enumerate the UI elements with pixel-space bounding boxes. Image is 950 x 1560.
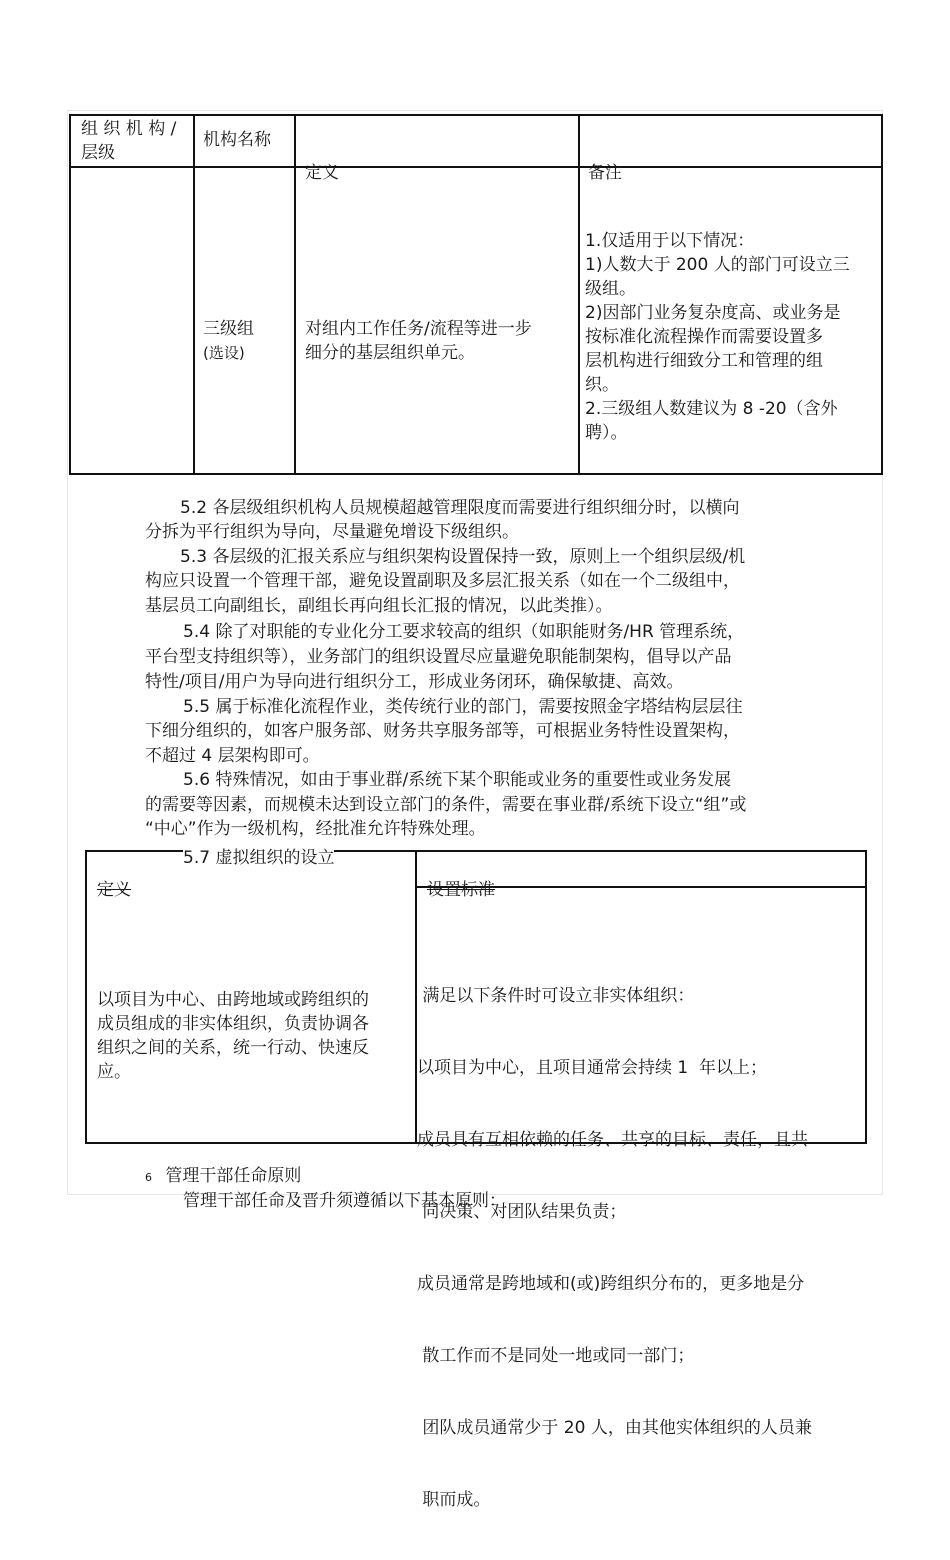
paragraph-5-2-line1: 5.2 各层级组织机构人员规模超越管理限度而需要进行组织细分时，以横向 bbox=[180, 498, 740, 518]
section-6-heading bbox=[145, 1164, 301, 1190]
header-definition: 定义 bbox=[97, 880, 131, 900]
paragraph-5-2-line2: 分拆为平行组织为导向，尽量避免增设下级组织。 bbox=[145, 522, 519, 542]
header-org-name: 机构名称 bbox=[203, 130, 271, 150]
remark-line: 2.三级组人数建议为 8 -20（含外 bbox=[585, 399, 838, 419]
section-6-intro: 管理干部任命及晋升须遵循以下基本原则： bbox=[183, 1191, 506, 1211]
section-5-7-title: 5.7 虚拟组织的设立 bbox=[183, 848, 335, 868]
virtual-org-definition bbox=[97, 988, 415, 1084]
remark-line: 1)人数大于 200 人的部门可设立三 bbox=[585, 255, 850, 275]
header-standard: 设置标准 bbox=[427, 880, 495, 900]
virtual-org-standard bbox=[417, 936, 867, 1560]
paragraph-5-3-line1: 5.3 各层级的汇报关系应与组织架构设置保持一致，原则上一个组织层级/机 bbox=[180, 547, 746, 567]
header-org-level-line1: 组 织 机 构 / bbox=[81, 119, 177, 139]
header-remarks: 备注 bbox=[588, 163, 622, 183]
remark-line: 1.仅适用于以下情况： bbox=[585, 231, 755, 251]
header-definition: 定义 bbox=[305, 163, 339, 183]
org-level-table bbox=[69, 114, 883, 475]
remark-line: 按标准化流程操作而需要设置多 bbox=[585, 327, 823, 347]
paragraph-5-6-line1: 5.6 特殊情况，如由于事业群/系统下某个职能或业务的重要性或业务发展 bbox=[183, 770, 732, 790]
standard-line: 以项目为中心，且项目通常会持续 1 年以上； bbox=[417, 1058, 768, 1078]
row-definition bbox=[305, 317, 532, 365]
standard-line: 职而成。 bbox=[417, 1490, 491, 1510]
paragraph-5-5-line3: 不超过 4 层架构即可。 bbox=[145, 746, 320, 766]
table-divider bbox=[193, 116, 195, 473]
paragraph-5-6-line2: 的需要等因素，而规模未达到设立部门的条件，需要在事业群/系统下设立“组”或 bbox=[145, 795, 747, 815]
row-org-name-note: (选设) bbox=[203, 344, 245, 362]
standard-line: 成员通常是跨地域和(或)跨组织分布的，更多地是分 bbox=[417, 1274, 805, 1294]
remark-line: 聘）。 bbox=[585, 423, 628, 443]
header-org-level-line2: 层级 bbox=[81, 143, 115, 163]
standard-line: 散工作而不是同处一地或同一部门； bbox=[417, 1346, 695, 1366]
definition-line: 应。 bbox=[97, 1062, 131, 1082]
paragraph-5-4-line3: 特性/项目/用户为导向进行组织分工，形成业务闭环，确保敏捷、高效。 bbox=[145, 672, 684, 692]
definition-line: 组织之间的关系，统一行动、快速反 bbox=[97, 1038, 369, 1058]
remark-line: 2)因部门业务复杂度高、或业务是 bbox=[585, 303, 841, 323]
table-divider bbox=[578, 116, 580, 473]
row-org-name-text: 三级组 bbox=[203, 319, 254, 339]
table-divider bbox=[71, 166, 881, 168]
row-definition-line: 细分的基层组织单元。 bbox=[305, 343, 475, 363]
standard-line: 成员具有互相依赖的任务、共享的目标、责任，且共 bbox=[417, 1130, 808, 1150]
definition-line: 成员组成的非实体组织，负责协调各 bbox=[97, 1014, 369, 1034]
header-org-level bbox=[81, 117, 176, 165]
row-remarks bbox=[585, 229, 850, 445]
section-6-number: 6 bbox=[145, 1171, 152, 1184]
paragraph-5-3-line2: 构应只设置一个管理干部，避免设置副职及多层汇报关系（如在一个二级组中， bbox=[145, 571, 740, 591]
remark-line: 织。 bbox=[585, 375, 619, 395]
paragraph-5-6-line3: “中心”作为一级机构，经批准允许特殊处理。 bbox=[145, 819, 486, 839]
paragraph-5-4-line2: 平台型支持组织等），业务部门的组织设置尽应量避免职能制架构，倡导以产品 bbox=[145, 647, 732, 667]
standard-line: 团队成员通常少于 20 人，由其他实体组织的人员兼 bbox=[417, 1418, 812, 1438]
table-divider bbox=[294, 116, 296, 473]
paragraph-5-4-line1: 5.4 除了对职能的专业化分工要求较高的组织（如职能财务/HR 管理系统， bbox=[183, 622, 745, 642]
paragraph-5-5-line2: 下细分组织的，如客户服务部、财务共享服务部等，可根据业务特性设置架构， bbox=[145, 721, 740, 741]
row-org-name bbox=[203, 317, 254, 365]
paragraph-5-3-line3: 基层员工向副组长，副组长再向组长汇报的情况，以此类推）。 bbox=[145, 596, 613, 616]
row-definition-line: 对组内工作任务/流程等进一步 bbox=[305, 319, 532, 339]
remark-line: 层机构进行细致分工和管理的组 bbox=[585, 351, 823, 371]
paragraph-5-5-line1: 5.5 属于标准化流程作业，类传统行业的部门，需要按照金字塔结构层层往 bbox=[183, 697, 743, 717]
definition-line: 以项目为中心、由跨地域或跨组织的 bbox=[97, 990, 369, 1010]
standard-line: 满足以下条件时可设立非实体组织： bbox=[417, 986, 695, 1006]
section-6-title: 管理干部任命原则 bbox=[165, 1166, 302, 1186]
remark-line: 级组。 bbox=[585, 279, 636, 299]
standard-line: 同决策、对团队结果负责； bbox=[417, 1202, 627, 1222]
